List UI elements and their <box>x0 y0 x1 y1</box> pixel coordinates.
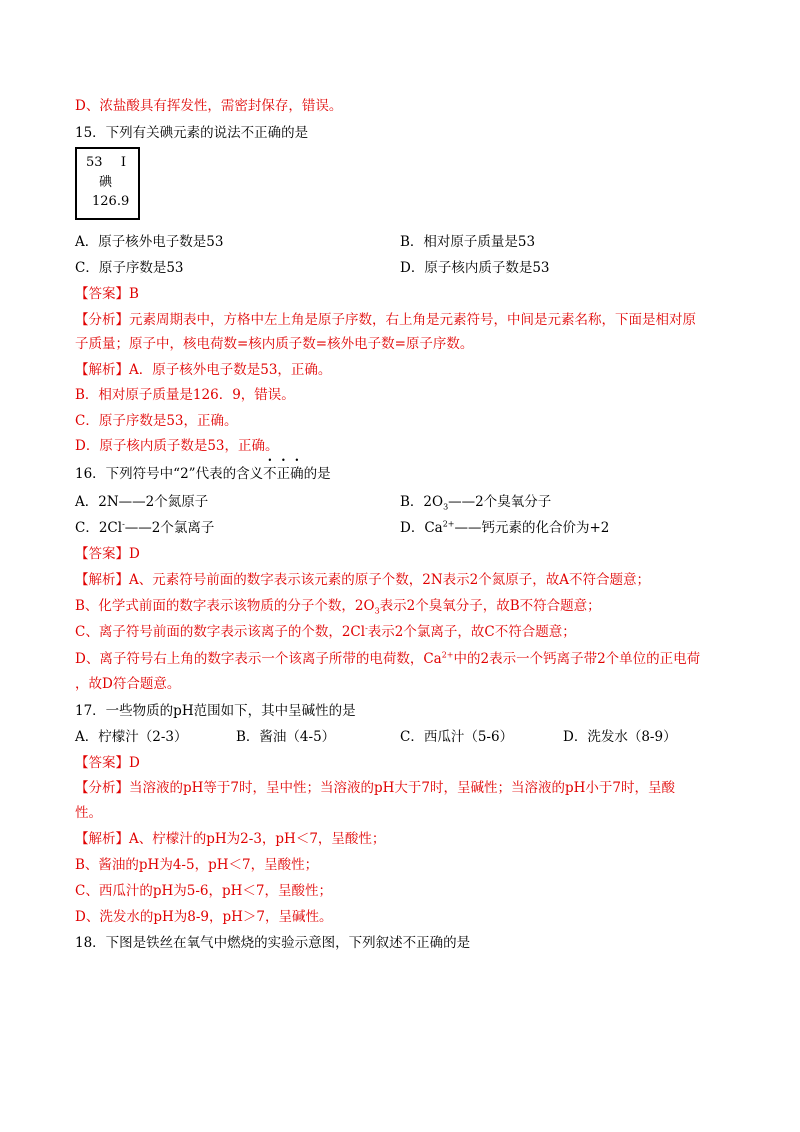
q15-answer: 【答案】B <box>75 286 139 302</box>
question-18: 18．下图是铁丝在氧气中燃烧的实验示意图，下列叙述不正确的是 <box>75 935 471 951</box>
text: C、离子符号前面的数字表示该离子的个数，2Cl <box>75 624 366 640</box>
q16-option-b <box>400 493 551 511</box>
text: 中的2表示一个钙离子带2个单位的正电荷 <box>453 651 701 667</box>
text: ——钙元素的化合价为+2 <box>454 520 610 536</box>
superscript: - <box>122 519 125 529</box>
emphasis-char: 不 <box>263 466 277 482</box>
text: D、离子符号右上角的数字表示一个该离子所带的电荷数，Ca <box>75 651 442 667</box>
q15-option-d: D．原子核内质子数是53 <box>400 260 550 276</box>
q15-explanation-b: B．相对原子质量是126．9，错误。 <box>75 387 295 403</box>
text: ——2个臭氧分子 <box>448 494 552 510</box>
q15-option-b: B．相对原子质量是53 <box>400 234 536 250</box>
text: 表示2个臭氧分子，故B不符合题意； <box>379 598 601 614</box>
q17-explanation-a: 【解析】A、柠檬汁的pH为2-3，pH＜7，呈酸性； <box>75 831 386 847</box>
q17-option-d: D．洗发水（8-9） <box>563 729 677 745</box>
q16-text: 16．下列符号中“2”代表的含义 <box>75 466 264 482</box>
question-15: 15．下列有关碘元素的说法不正确的是 <box>75 125 309 141</box>
emphasis-char: 正 <box>276 466 291 482</box>
answer-line: D、浓盐酸具有挥发性，需密封保存，错误。 <box>75 98 343 114</box>
q16-explanation-b <box>75 597 730 615</box>
q16-option-a: A．2N——2个氮原子 <box>75 494 209 510</box>
text: B、化学式前面的数字表示该物质的分子个数，2O <box>75 598 375 614</box>
q15-analysis-line-2: 子质量；原子中，核电荷数=核内质子数=核外电子数=原子序数。 <box>75 336 474 352</box>
element-tile-iodine <box>75 147 140 220</box>
text: B．2O <box>400 494 444 510</box>
q16-explanation-c <box>75 623 730 641</box>
atomic-mass: 126.9 <box>92 194 130 209</box>
q17-answer: 【答案】D <box>75 755 140 771</box>
q17-option-b: B．酱油（4-5） <box>236 729 336 745</box>
q15-option-c: C．原子序数是53 <box>75 260 184 276</box>
element-symbol: I <box>120 155 126 170</box>
q17-explanation-b: B、酱油的pH为4-5，pH＜7，呈酸性； <box>75 857 319 873</box>
q16-explanation-a: 【解析】A、元素符号前面的数字表示该元素的原子个数，2N表示2个氮原子，故A不符合题意； <box>75 572 650 588</box>
text: C．2Cl <box>75 520 123 536</box>
q16-text-end: 的是 <box>303 466 331 482</box>
q15-explanation-c: C．原子序数是53，正确。 <box>75 413 238 429</box>
q15-explanation-d: D．原子核内质子数是53，正确。 <box>75 438 279 454</box>
text: 表示2个氯离子，故C不符合题意； <box>367 624 576 640</box>
superscript: 2+ <box>441 650 454 660</box>
q17-analysis-line-1: 【分析】当溶液的pH等于7时，呈中性；当溶液的pH大于7时，呈碱性；当溶液的pH小于7时，呈酸 <box>75 780 676 796</box>
q16-option-d <box>400 519 609 537</box>
q17-explanation-c: C、西瓜汁的pH为5-6，pH＜7，呈酸性； <box>75 883 332 899</box>
q16-answer: 【答案】D <box>75 546 140 562</box>
question-16 <box>75 465 730 483</box>
text: ——2个氯离子 <box>124 520 215 536</box>
superscript: 2+ <box>442 519 455 529</box>
text: D．Ca <box>400 520 443 536</box>
q16-explanation-d <box>75 650 730 668</box>
q17-analysis-line-2: 性。 <box>75 805 102 821</box>
subscript: 3 <box>374 606 380 616</box>
q16-explanation-d-cont: ，故D符合题意。 <box>75 676 181 692</box>
q15-explanation-a: 【解析】A．原子核外电子数是53，正确。 <box>75 362 332 378</box>
superscript: - <box>365 623 368 633</box>
q17-option-c: C．西瓜汁（5-6） <box>400 729 514 745</box>
q15-analysis-line-1: 【分析】元素周期表中，方格中左上角是原子序数，右上角是元素符号，中间是元素名称，下面是相对原 <box>75 312 696 328</box>
emphasis-char: 确 <box>290 466 304 482</box>
element-name: 碘 <box>99 175 113 190</box>
question-17: 17．一些物质的pH范围如下，其中呈碱性的是 <box>75 703 356 719</box>
atomic-number: 53 <box>86 155 103 170</box>
q15-option-a: A．原子核外电子数是53 <box>75 234 224 250</box>
q17-explanation-d: D、洗发水的pH为8-9，pH＞7，呈碱性。 <box>75 909 333 925</box>
q17-option-a: A．柠檬汁（2-3） <box>75 729 188 745</box>
q16-option-c <box>75 519 214 537</box>
subscript: 3 <box>443 502 449 512</box>
